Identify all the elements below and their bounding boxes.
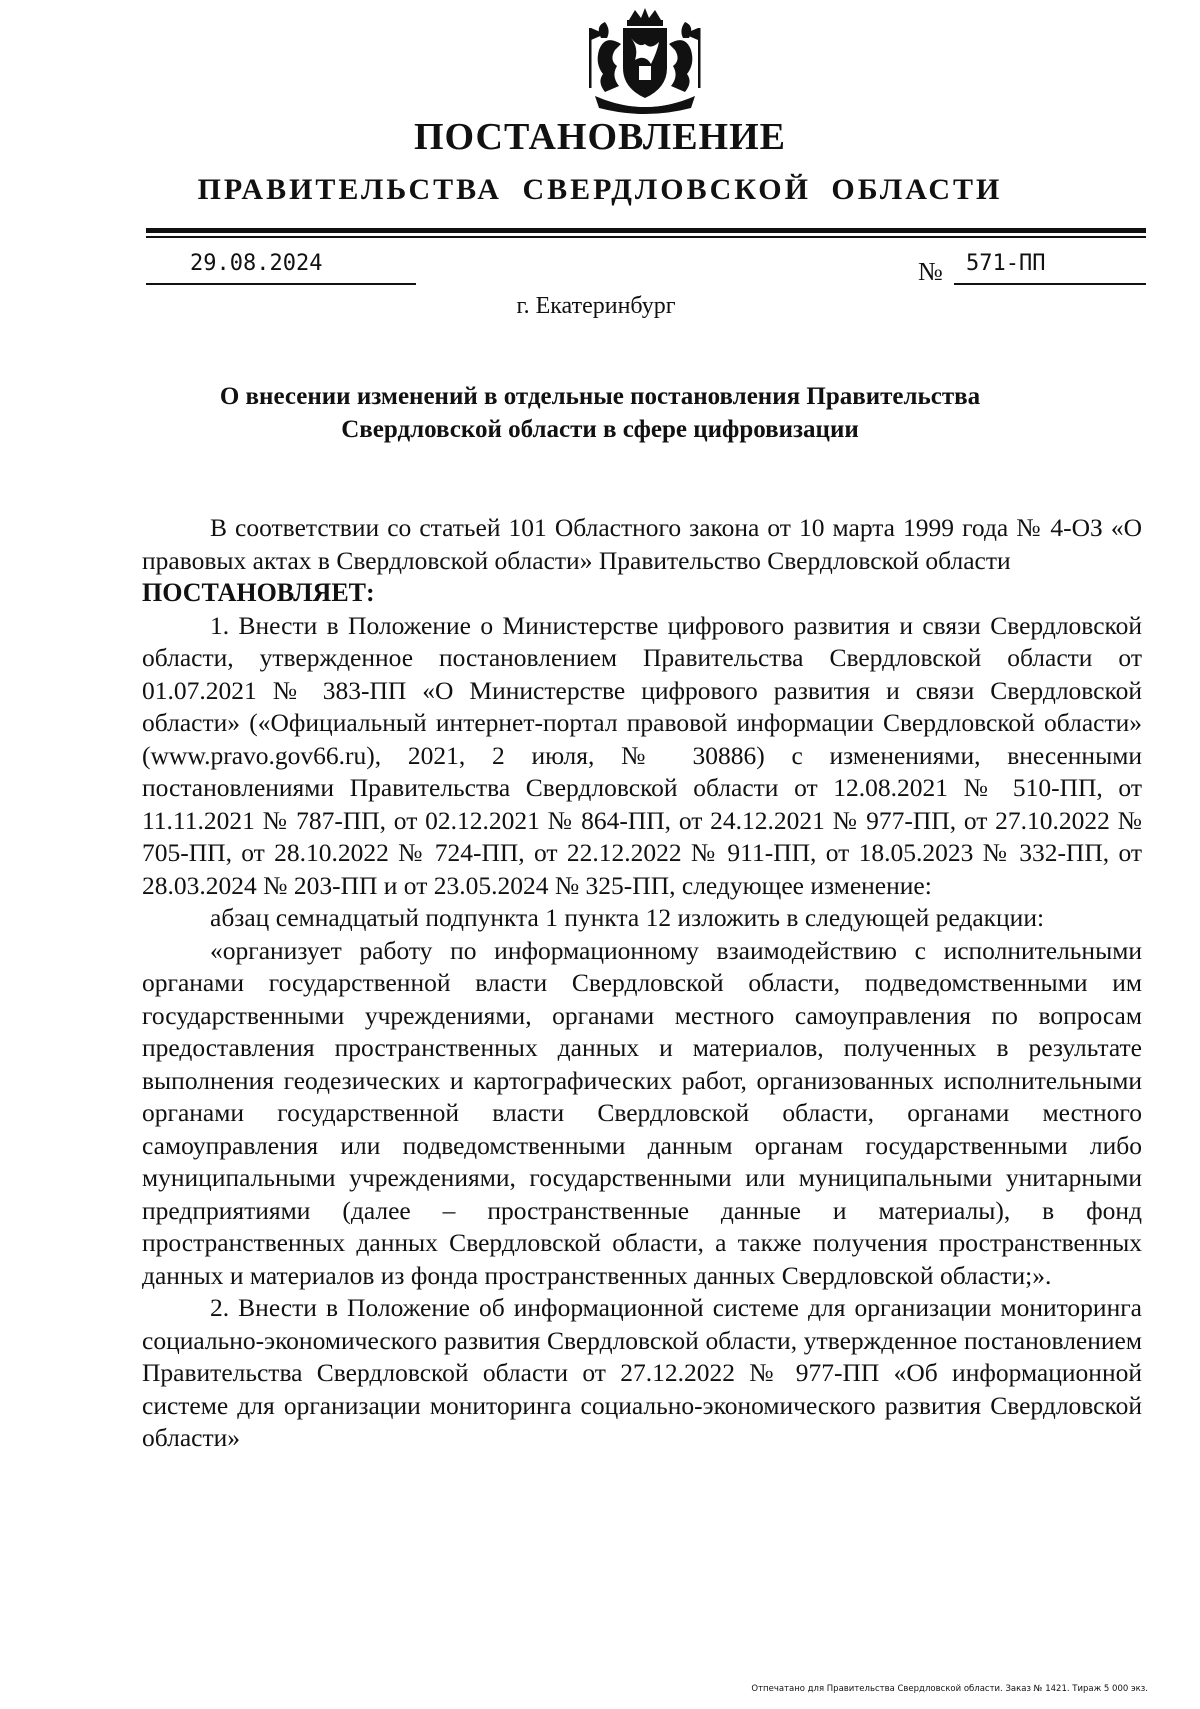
- document-body: [142, 512, 1142, 1455]
- document-type-title: ПОСТАНОВЛЕНИЕ: [413, 116, 787, 158]
- header-divider-thin: [146, 236, 1146, 238]
- print-footer-note: Отпечатано для Правительства Свердловской области. Заказ № 1421. Тираж 5 000 экз.: [751, 1684, 1148, 1694]
- number-underline: [954, 283, 1146, 285]
- date-underline: [146, 283, 416, 285]
- clause-1-paragraph: 1. Внести в Положение о Министерстве цифрового развития и связи Свердловской области, утвержденное постановлением Правительства Свердловской области от 01.07.2021 № 383-ПП «О Министерстве цифрового развития и связи Свердловской области» («Официальный интернет-портал правовой информации Свердловской области» (www.pravo.gov66.ru), 2021, 2 июля, № 30886) с изменениями, внесенными постановлениями Правительства Свердловской области от 12.08.2021 № 510-ПП, от 11.11.2021 № 787-ПП, от 02.12.2021 № 864-ПП, от 24.12.2021 № 977-ПП, от 27.10.2022 № 705-ПП, от 28.10.2022 № 724-ПП, от 22.12.2022 № 911-ПП, от 18.05.2023 № 332-ПП, от 28.03.2024 № 203-ПП и от 23.05.2024 № 325-ПП, следующее изменение:: [142, 610, 1142, 900]
- amendment-text-paragraph: «организует работу по информационному взаимодействию с исполнительными органами государственной власти Свердловской области, подведомственными им государственными учреждениями, органами местного самоуправления по вопросам предоставления пространственных данных и материалов, полученных в результате выполнения геодезических и картографических работ, организованных исполнительными органами государственной власти Свердловской области, органами местного самоуправления или подведомственными данным органам государственными либо муниципальными учреждениями, государственными или муниципальными унитарными предприятиями (далее – пространственные данные и материалы), в фонд пространственных данных Свердловской области, а также получения пространственных данных и материалов из фонда пространственных данных Свердловской области;».: [142, 935, 1142, 1290]
- resolves-heading: ПОСТАНОВЛЯЕТ:: [142, 578, 375, 607]
- clause-2-paragraph: 2. Внести в Положение об информационной системе для организации мониторинга социально-экономического развития Свердловской области, утвержденное постановлением Правительства Свердловской области от 27.12.2022 № 977-ПП «Об информационной системе для организации мониторинга социально-экономического развития Свердловской области»: [142, 1293, 1142, 1452]
- city-label: г. Екатеринбург: [516, 293, 676, 319]
- coat-of-arms-icon: [565, 8, 725, 120]
- document-date: 29.08.2024: [190, 251, 323, 276]
- document-number: 571-ПП: [966, 251, 1046, 276]
- amendment-instruction-paragraph: абзац семнадцатый подпункта 1 пункта 12 изложить в следующей редакции:: [210, 903, 1045, 932]
- document-title: О внесении изменений в отдельные постановления Правительства Свердловской области в сфере цифровизации: [219, 383, 981, 443]
- issuer-title: ПРАВИТЕЛЬСТВА СВЕРДЛОВСКОЙ ОБЛАСТИ: [197, 173, 1003, 206]
- preamble-paragraph: В соответствии со статьей 101 Областного закона от 10 марта 1999 года № 4-ОЗ «О правовых актах в Свердловской области» Правительство Свердловской области: [142, 513, 1142, 575]
- header-divider-thick: [146, 228, 1146, 233]
- number-sign: №: [918, 257, 943, 286]
